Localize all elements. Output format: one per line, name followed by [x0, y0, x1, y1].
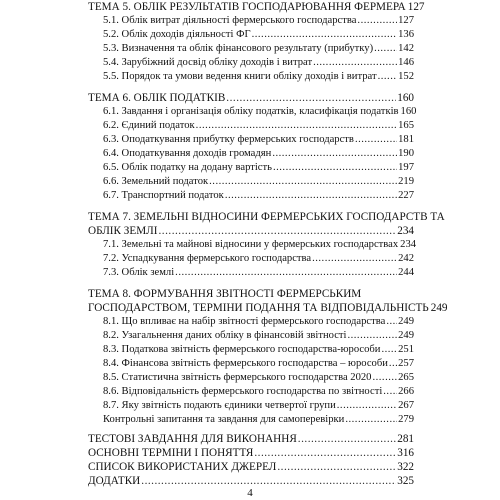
- toc-entry-title: Контрольні запитання та завдання для самоперевірки: [103, 414, 345, 425]
- toc-entry-page: 127: [407, 1, 425, 13]
- leader-dots: [298, 432, 396, 446]
- leader-dots: [254, 446, 396, 460]
- leader-dots: [226, 91, 396, 105]
- toc-entry[interactable]: [103, 161, 414, 175]
- toc-entry-terms[interactable]: [88, 446, 414, 460]
- toc-entry-title: ОБЛІК ЗЕМЛІ: [88, 225, 158, 237]
- toc-entry[interactable]: [103, 14, 414, 28]
- toc-entry-page: 249: [430, 302, 448, 314]
- leader-dots: [159, 224, 397, 238]
- leader-dots: [372, 371, 397, 385]
- toc-entry[interactable]: [103, 385, 414, 399]
- toc-entry-title: 7.3. Облік землі: [103, 267, 175, 278]
- toc-entry-page: 316: [397, 447, 414, 459]
- toc-entry-title: 5.4. Зарубіжний досвід обліку доходів і витрат: [103, 57, 313, 68]
- leader-dots: [378, 70, 398, 84]
- toc-entry-page: 219: [398, 176, 414, 187]
- toc-entry-title: 5.2. Облік доходів діяльності ФГ: [103, 29, 251, 40]
- leader-dots: [273, 161, 397, 175]
- toc-entry-tema-8-line-1[interactable]: ТЕМА 8. ФОРМУВАННЯ ЗВІТНОСТІ ФЕРМЕРСЬКИМ: [88, 288, 362, 300]
- leader-dots: [277, 460, 396, 474]
- toc-entry-page: 227: [398, 190, 414, 201]
- toc-entry-title: 7.1. Земельні та майнові відносини у фермерських господарствах: [103, 239, 399, 250]
- toc-entry[interactable]: [103, 56, 414, 70]
- leader-dots: [357, 14, 397, 28]
- toc-entry[interactable]: [103, 252, 414, 266]
- toc-entry-tema-7-line-1[interactable]: ТЕМА 7. ЗЕМЕЛЬНІ ВІДНОСИНИ ФЕРМЕРСЬКИХ ГОСПОДАРСТВ ТА: [88, 211, 445, 223]
- toc-entry-title: 6.3. Оподаткування прибутку фермерських господарств: [103, 134, 354, 145]
- toc-entry-title: ОСНОВНІ ТЕРМІНИ І ПОНЯТТЯ: [88, 447, 254, 459]
- leader-dots: [374, 42, 397, 56]
- page-number: 4: [247, 487, 253, 499]
- toc-entry-page: 279: [398, 414, 414, 425]
- toc-entry-page: 249: [398, 316, 414, 327]
- toc-entry[interactable]: [103, 371, 414, 385]
- toc-entry-page: 242: [398, 253, 414, 264]
- toc-entry-page: 325: [397, 475, 414, 487]
- toc-entry-title: ТЕМА 5. ОБЛІК РЕЗУЛЬТАТІВ ГОСПОДАРЮВАННЯ ФЕРМЕРА: [88, 1, 406, 13]
- toc-entry-title: 6.4. Оподаткування доходів громадян: [103, 148, 272, 159]
- toc-entry-tema-7[interactable]: [88, 224, 414, 238]
- toc-entry[interactable]: [103, 175, 414, 189]
- toc-entry-title: ДОДАТКИ: [88, 475, 141, 487]
- toc-entry-title: ГОСПОДАРСТВОМ, ТЕРМІНИ ПОДАННЯ ТА ВІДПОВІДАЛЬНІСТЬ: [88, 302, 429, 314]
- toc-entry[interactable]: [103, 147, 414, 161]
- toc-entry-title: 5.3. Визначення та облік фінансового результату (прибутку): [103, 43, 374, 54]
- leader-dots: [355, 133, 397, 147]
- toc-entry-page: 160: [400, 106, 417, 117]
- leader-dots: [383, 385, 397, 399]
- toc-entry-tema-8[interactable]: [88, 301, 448, 315]
- toc-entry-title: 8.2. Узагальнення даних обліку в фінансовій звітності: [103, 330, 347, 341]
- leader-dots: [175, 266, 397, 280]
- toc-entry-page: 152: [398, 71, 414, 82]
- toc-entry[interactable]: [103, 357, 414, 371]
- toc-entry-title: 7.2. Успадкування фермерського господарства: [103, 253, 312, 264]
- toc-entry-page: 322: [397, 461, 414, 473]
- toc-entry-page: 197: [398, 162, 414, 173]
- toc-entry-page: 165: [398, 120, 414, 131]
- leader-dots: [272, 147, 397, 161]
- toc-entry[interactable]: [103, 329, 414, 343]
- toc-entry-page: 190: [398, 148, 414, 159]
- toc-entry[interactable]: [103, 315, 414, 329]
- toc-entry-title: 6.2. Єдиний податок: [103, 120, 195, 131]
- toc-entry-title: 8.7. Яку звітність подають єдиники четвертої групи: [103, 400, 336, 411]
- toc-entry-title: СПИСОК ВИКОРИСТАНИХ ДЖЕРЕЛ: [88, 461, 277, 473]
- toc-entry[interactable]: [103, 133, 414, 147]
- toc-entry-page: 142: [398, 43, 414, 54]
- toc-entry-page: 267: [398, 400, 414, 411]
- toc-entry[interactable]: [103, 266, 414, 280]
- toc-entry-sources[interactable]: [88, 460, 414, 474]
- toc-entry[interactable]: [103, 399, 414, 413]
- leader-dots: [252, 28, 398, 42]
- toc-entry-tema-6[interactable]: [88, 91, 414, 105]
- toc-entry-page: 244: [398, 267, 414, 278]
- toc-entry[interactable]: [103, 413, 414, 427]
- toc-entry-title: 5.1. Облік витрат діяльності фермерського господарства: [103, 15, 357, 26]
- toc-entry-title: 8.6. Відповідальність фермерського господарства по звітності: [103, 386, 383, 397]
- leader-dots: [225, 189, 397, 203]
- toc-entry-title: ТЕСТОВІ ЗАВДАННЯ ДЛЯ ВИКОНАННЯ: [88, 433, 297, 445]
- toc-entry-page: 181: [398, 134, 414, 145]
- leader-dots: [312, 252, 397, 266]
- toc-entry[interactable]: [103, 119, 414, 133]
- toc-entry-tema-5[interactable]: [88, 0, 425, 14]
- leader-dots: [386, 315, 397, 329]
- toc-entry[interactable]: [103, 238, 417, 252]
- toc-entry-page: 146: [398, 57, 414, 68]
- toc-entry[interactable]: [103, 343, 414, 357]
- toc-entry-title: 6.5. Облік податку на додану вартість: [103, 162, 272, 173]
- toc-entry-page: 281: [397, 433, 414, 445]
- toc-entry-title: 8.1. Що впливає на набір звітності фермерського господарства: [103, 316, 386, 327]
- toc-entry-title: 8.3. Податкова звітність фермерського господарства-юрособи: [103, 344, 381, 355]
- toc-entry-page: 127: [398, 15, 414, 26]
- toc-entry-page: 249: [398, 330, 414, 341]
- toc-entry-page: 136: [398, 29, 414, 40]
- leader-dots: [337, 399, 397, 413]
- toc-entry-page: 234: [400, 239, 417, 250]
- toc-entry-page: 251: [398, 344, 414, 355]
- leader-dots: [196, 119, 397, 133]
- toc-entry-title: 8.4. Фінансова звітність фермерського господарства – юрособи: [103, 358, 388, 369]
- toc-entry-title: ТЕМА 6. ОБЛІК ПОДАТКІВ: [88, 92, 226, 104]
- toc-entry[interactable]: [103, 42, 414, 56]
- toc-entry-title: 6.1. Завдання і організація обліку податків, класифікація податків: [103, 106, 399, 117]
- toc-entry[interactable]: [103, 28, 414, 42]
- toc-entry-page: 266: [398, 386, 414, 397]
- toc-entry-page: 257: [398, 358, 414, 369]
- toc-entry-page: 160: [397, 92, 414, 104]
- leader-dots: [209, 175, 397, 189]
- toc-entry[interactable]: [103, 105, 417, 119]
- leader-dots: [345, 413, 397, 427]
- toc-entry-appendices[interactable]: [88, 474, 414, 488]
- toc-entry-title: 6.6. Земельний податок: [103, 176, 209, 187]
- leader-dots: [141, 474, 396, 488]
- leader-dots: [347, 329, 397, 343]
- toc-entry[interactable]: [103, 189, 414, 203]
- toc-entry-title: 8.5. Статистична звітність фермерського господарства 2020: [103, 372, 372, 383]
- leader-dots: [389, 357, 397, 371]
- toc-entry-title: 5.5. Порядок та умови ведення книги обліку доходів і витрат: [103, 71, 377, 82]
- toc-entry[interactable]: [103, 70, 414, 84]
- toc-entry-page: 234: [397, 225, 414, 237]
- leader-dots: [381, 343, 397, 357]
- toc-entry-page: 265: [398, 372, 414, 383]
- leader-dots: [313, 56, 397, 70]
- toc-entry-tests[interactable]: [88, 432, 414, 446]
- toc-entry-title: 6.7. Транспортний податок: [103, 190, 224, 201]
